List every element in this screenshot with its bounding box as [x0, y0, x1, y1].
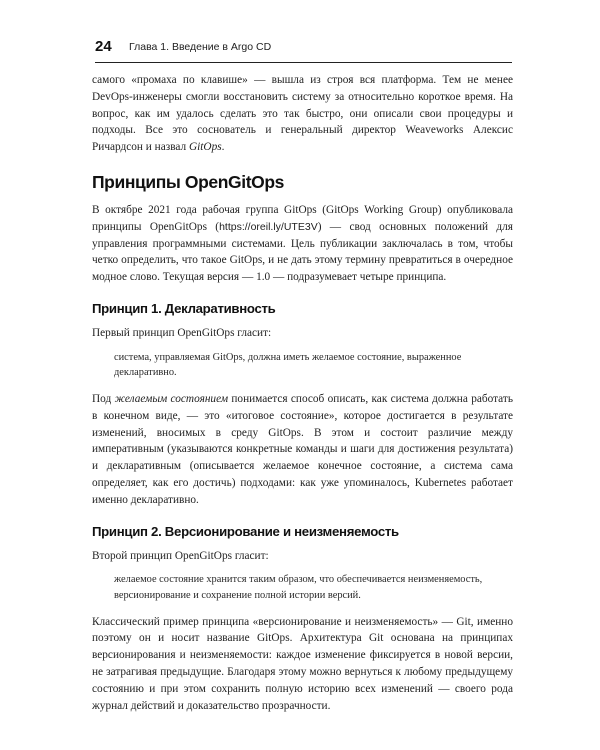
gitops-italic: GitOps	[188, 141, 222, 154]
intro-paragraph: самого «промаха по клавише» — вышла из строя вся платформа. Тем не менее DevOps-инженеры смогли восстановить систему за относительно короткое время. На вопрос, как им удалось сделать это так быстро, они описали свои процедуры и подходы. Все это сосновaтель и генеральный директор Weaveworks Алексис Ричардсон и назвал GitOps.	[92, 74, 513, 154]
principle-2-paragraph: Классический пример принципа «версионирование и неизменяемость» — Git, именно поэтому он и носит название GitOps. Архитектура Git основана на принципах версионирования и неизменяемости: каждое изменение фиксируется в новой версии, не затрагивая предыдущие. Благодаря этому можно вернуться к любому предыдущему состоянию и при этом сохранить полную историю всех изменений — своего рода журнал действий и доказательство прозрачности.	[92, 615, 513, 712]
section-title: Принципы OpenGitOps	[92, 171, 284, 192]
desired-state-italic: желаемым состоянием	[114, 392, 229, 405]
principle-2-lead: Второй принцип OpenGitOps гласит:	[92, 549, 269, 562]
principle-1-quote: система, управляемая GitOps, должна иметь желаемое состояние, выраженное декларативно.	[114, 351, 462, 379]
principle-2-quote: желаемое состояние хранится таким образом, что обеспечивается неизменяемость, версионирование и сохранение полной истории версий.	[114, 574, 483, 601]
opengitops-link[interactable]: https://oreil.ly/UTE3V	[219, 220, 318, 233]
page-header	[95, 38, 512, 63]
chapter-title: Глава 1. Введение в Argo CD	[129, 41, 272, 53]
principle-2-title: Принцип 2. Версионирование и неизменяемость	[92, 523, 399, 539]
principle-1-paragraph: Под желаемым состоянием понимается способ описать, как система должна работать в конечном виде, — это «итоговое состояние», которое достигается в результате изменений, вносимых в среду GitOps. В этом и состоит различие между императивным (указываются конкретные команды и шаги для достижения результата) и декларативным (описывается желаемое конечное состояние, а система сама определяет, как его достичь) подходами: как уже упоминалось, Kubernetes работает именно декларативно.	[92, 392, 513, 506]
section-paragraph: В октябре 2021 года рабочая группа GitOps (GitOps Working Group) опубликовала принципы OpenGitOps (https://oreil.ly/UTE3V) — свод основных положений для управления программными системами. Цель публикации заключалась в том, чтобы четко определить, что такое GitOps, и не дать этому термину превратиться в очередное модное слово. Текущая версия — 1.0 — подразумевает четыре принципа.	[92, 203, 514, 284]
page-number: 24	[95, 38, 112, 55]
principle-1-lead: Первый принцип OpenGitOps гласит:	[92, 326, 272, 339]
principle-1-title: Принцип 1. Декларативность	[92, 300, 276, 316]
page-content	[92, 72, 513, 714]
